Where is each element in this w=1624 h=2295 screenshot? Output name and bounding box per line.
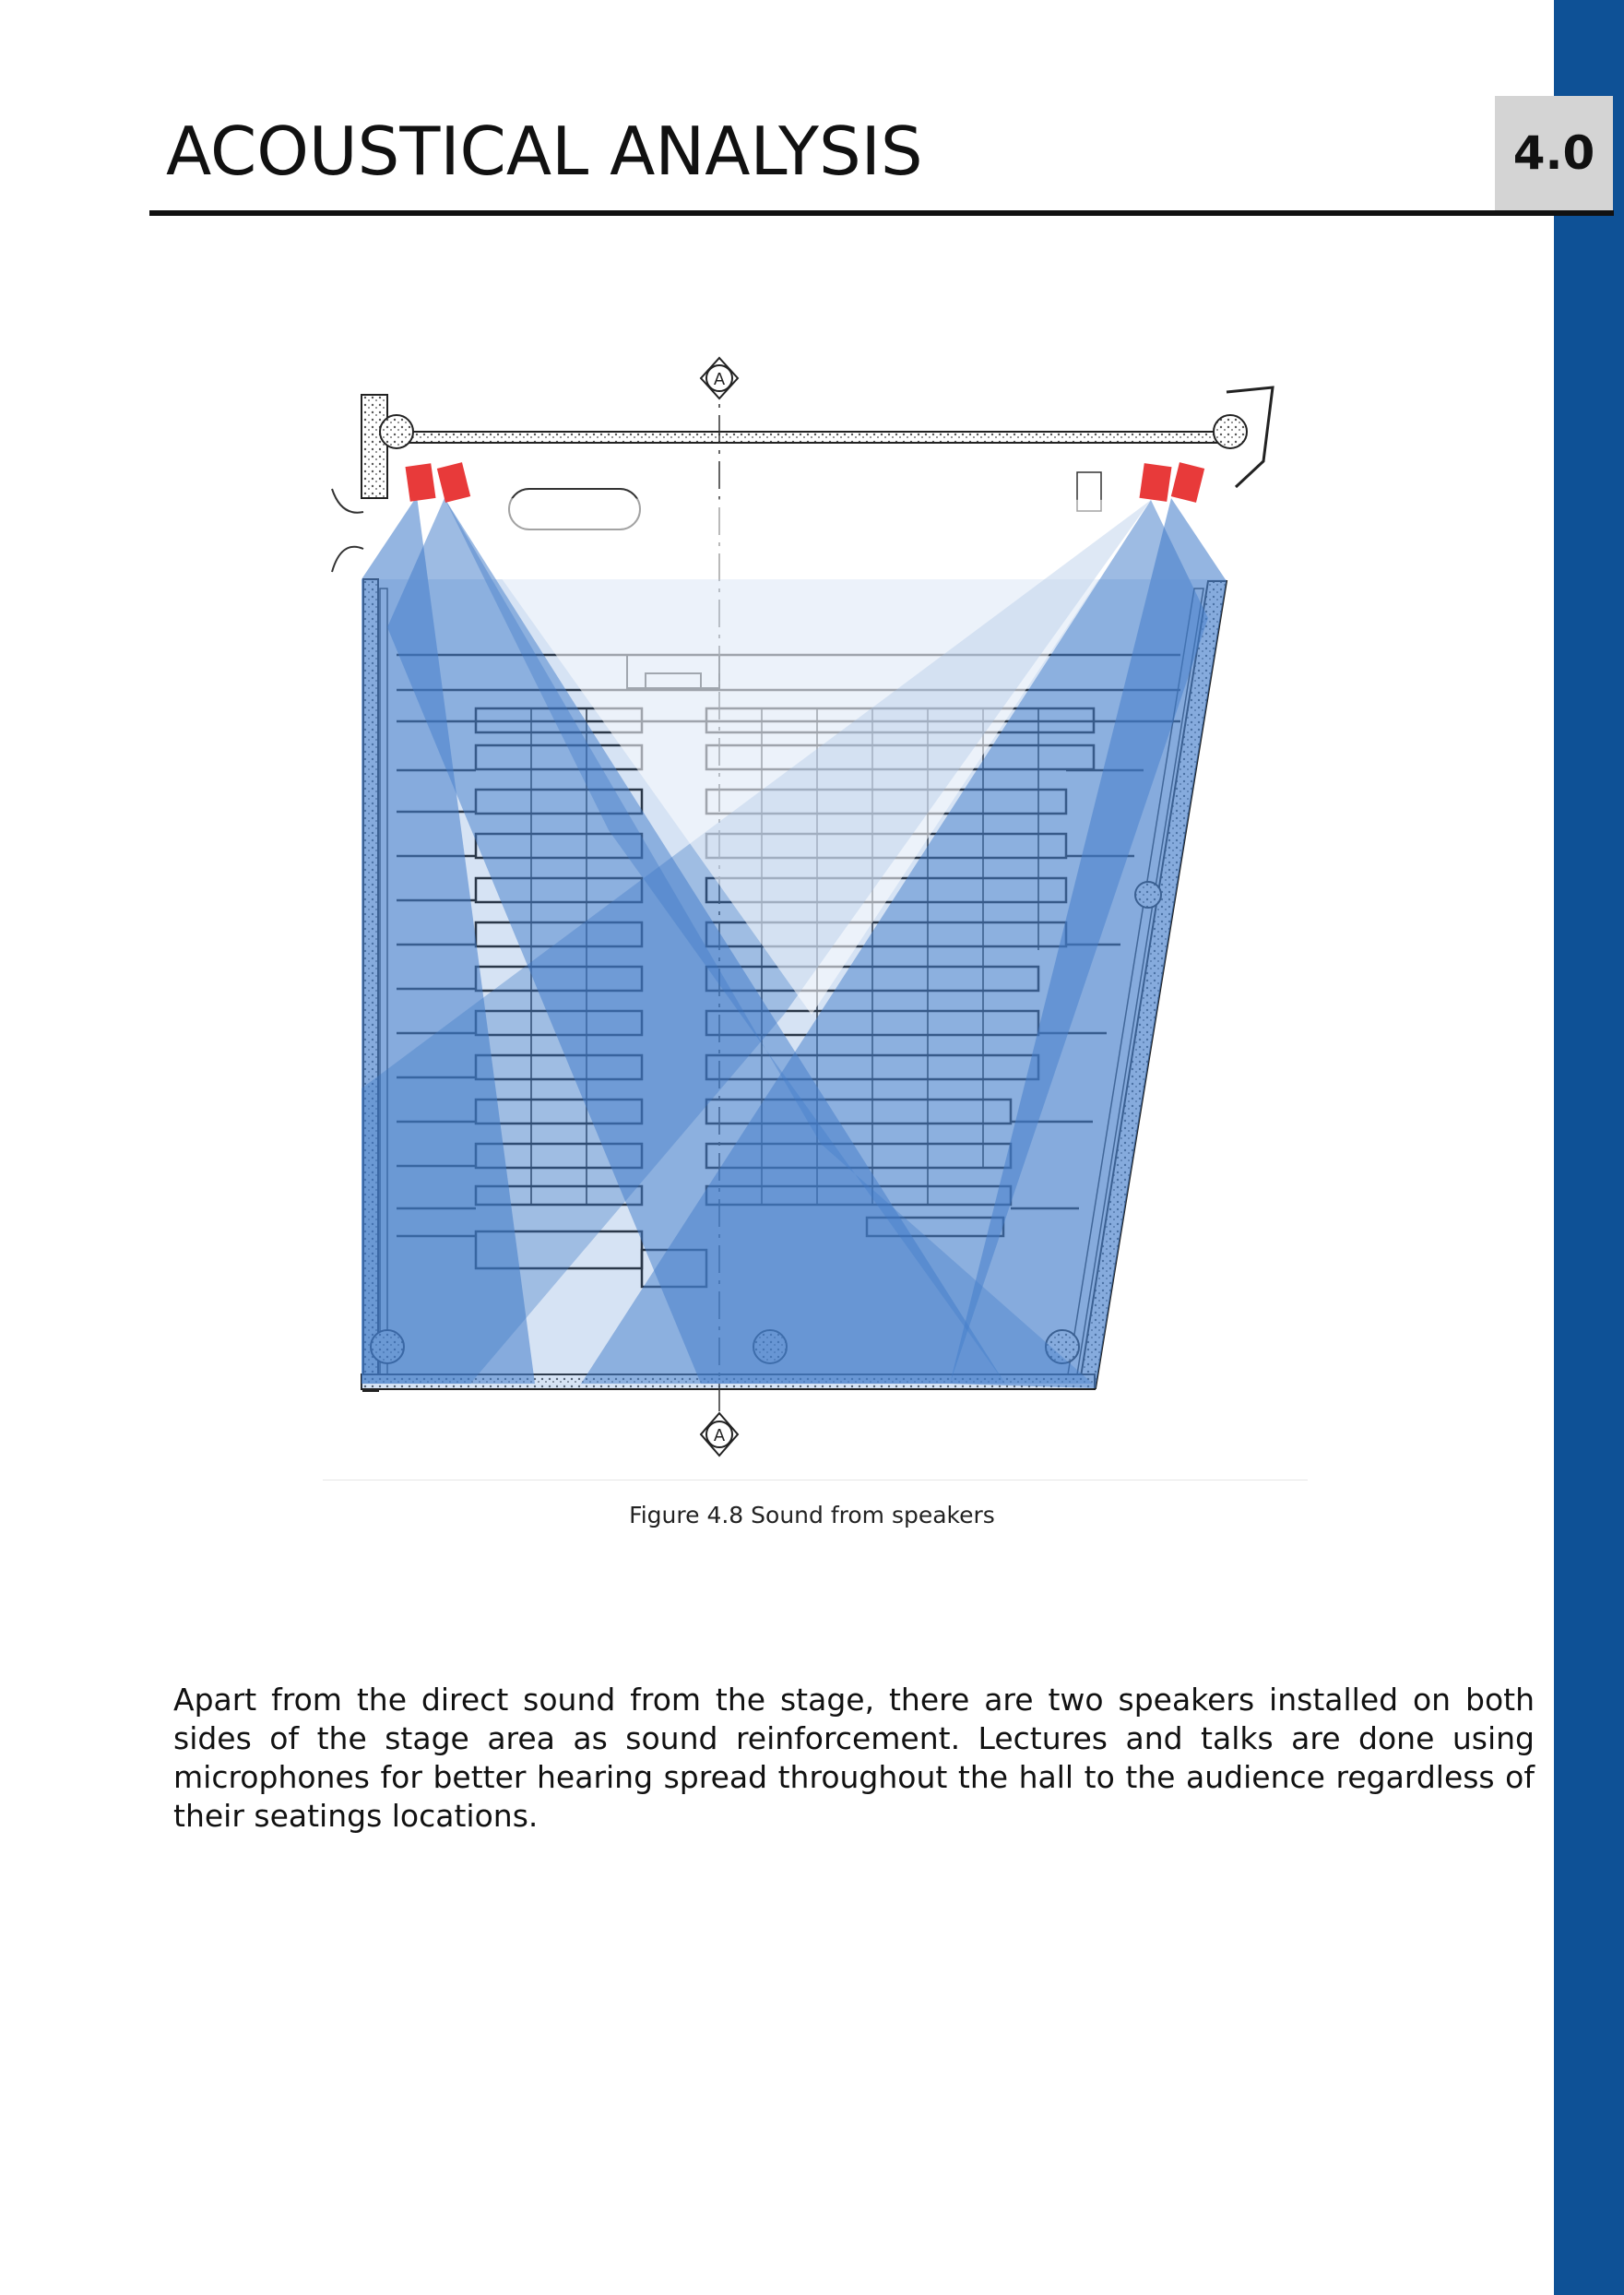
title-divider <box>149 210 1614 216</box>
right-speaker-1 <box>1140 463 1172 502</box>
section-marker-top-label: A <box>713 370 726 389</box>
body-paragraph: Apart from the direct sound from the stage, there are two speakers installed on both sides of the stage area as sound reinforcement. Lectures and talks are done using microphones for better hearing spread throughout the hall to the audience regardless of their seatings locations. <box>173 1682 1535 1834</box>
section-marker-bottom-label: A <box>713 1426 726 1445</box>
left-speaker-1 <box>405 463 435 502</box>
figure-caption-text: Figure 4.8 Sound from speakers <box>629 1502 995 1528</box>
section-number: 4.0 <box>1512 126 1595 180</box>
side-accent-bar <box>1554 0 1624 2295</box>
sound-coverage-floor-plan <box>304 351 1319 1490</box>
section-marker-bottom <box>701 1413 738 1456</box>
top-wall <box>408 432 1219 443</box>
left-speaker-2 <box>437 462 470 503</box>
section-number-badge <box>1495 96 1613 210</box>
section-marker-top <box>701 358 738 398</box>
figure-caption <box>0 1502 1624 1528</box>
left-wall-upper <box>362 395 387 498</box>
floor-plan-figure <box>304 351 1319 1490</box>
page-title: ACOUSTICAL ANALYSIS <box>166 113 923 190</box>
